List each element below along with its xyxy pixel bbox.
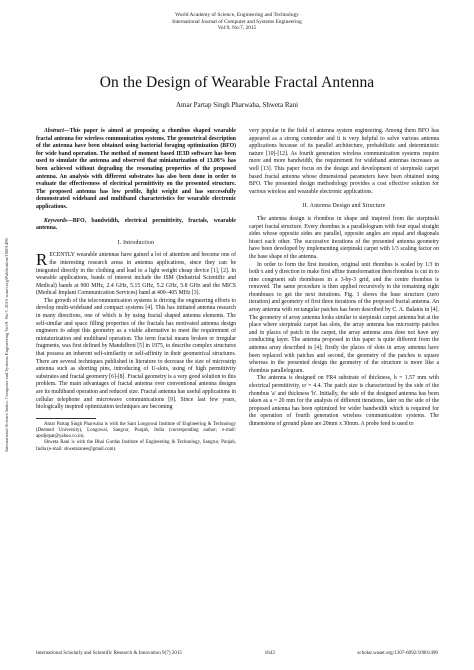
keywords-label: Keywords	[44, 217, 67, 224]
section-1-heading: I. Introduction	[117, 239, 155, 246]
section-2-heading: II. Antenna Design and Structure	[302, 203, 386, 210]
side-citation	[2, 135, 12, 555]
intro-paragraph-1: RECENTLY wearable antennas have gained a lot of attention and become one of the interesting research areas in antenna applications, since they can be integrated directly in the clothing and lead to a light weight cheap device [1], [2]. In wearable applications, bands of interest include the ISM (Industrial Scientific and Medical) bands at 900 MHz, 2.4 GHz, 5.15 GHz, 5.2 GHz, 5.8 GHz and the MICS (Medical Implant Communication Services) band at 400–405 MHz [3].	[36, 250, 236, 297]
footer-url: scholar.waset.org/1307-6892/10001496	[357, 650, 438, 656]
paper-title: On the Design of Wearable Fractal Antenna	[99, 74, 375, 91]
paper-authors: Amar Partap Singh Pharwaha, Shweta Rani	[175, 101, 299, 109]
journal-line-2: International Journal of Computer and Systems Engineering	[172, 18, 302, 25]
footnote-author-2: Shweta Rani is with the Bhai Gurdas Institute of Engineering & Technology, Sangrur, Punjab, India (e-mail: shwetaranee@gmail.com).	[36, 440, 236, 452]
design-paragraph-1: The antenna design is rhombus in shape and inspired from the sierpinski carpet fractal structure. Every rhombus is a parallelogram with four equal straight sides whose opposite sides are parallel, opposite angles are equal and diagonals bisect each other. The successive iterations of the presented antenna geometry have been developed by implementing sierpinski carpet with 1/3 scaling factor on the base shape of the antenna.	[249, 215, 439, 260]
side-citation-text: International Science Index, Computer and Systems Engineering Vol:9, No:7, 2015 waset.org/Publication/10001496	[4, 238, 10, 452]
journal-line-1: World Academy of Science, Engineering and Technology	[175, 12, 299, 18]
keywords	[36, 218, 236, 233]
intro-paragraph-2: The growth of the telecommunication systems is driving the engineering efforts to develop multi-wideband and compact systems [4]. This has initiated antenna research in many directions, one of which is by using fractal shaped antenna elements. The self-similar and space filling properties of the fractals has motivated antenna design engineers to adopt this geometry as a viable alternative to meet the requirement of miniaturization and multiband operation. The term fractal means broken or irregular fragments, was first defined by Mandelbrot [5] in 1975, to describe complex structures that possess an inherent self-similarity or self-affinity in their geometrical structures. There are several techniques published in literature to decrease the size of microstrip antenna such as shorting pins, introducing of U-slots, using of high permittivity substrates and fractal geometry [6]-[8]. Fractal geometry is a very good solution to this problem. The main advantages of fractal antenna over conventional antenna designs are its multiband operation and reduced size. Fractal antenna has useful applications in cellular telephone and microwave communications [9]. Since last few years, biologically inspired optimization techniques are becoming	[36, 297, 236, 411]
footer-publisher: International Scholarly and Scientific Research & Innovation 9(7) 2015	[36, 650, 182, 656]
journal-header	[0, 12, 474, 32]
page-footer	[36, 650, 438, 656]
footnote-divider	[36, 418, 96, 419]
abstract-label: Abstract	[44, 128, 64, 134]
footnote-author-1: Amar Partap Singh Pharwaha is with the Sant Longowal Institute of Engineering & Technology (Deemed University), Longowal, Sangrur, Punjab, India (corresponding author; e-mail: apsdjepat@yahoo.co.in).	[36, 421, 236, 440]
intro-continued-paragraph: very popular in the field of antenna system engineering. Among them BFO has appeared as a strong contender and it is very helpful to solve various antenna applications because of its parallel architecture, probabilistic and deterministic nature [10]-[12]. As fourth generation wireless communication systems require more and more bandwidth, the requirement for wideband antennas increases as well [13]. This paper focus on the design and development of sierpinski carpet based fractal antenna whose dimensional parameters have been obtained using BFO. The presented design methodology provides a cost effective solution for various wireless and wearable electronic applications.	[249, 128, 439, 195]
right-column	[249, 128, 439, 429]
design-paragraph-3: The antenna is designed on FR4 substrate of thickness, h = 1.57 mm with electrical permittivity, εr = 4.4. The patch size is characterized by the side of the rhombus 'a' and thickness 'h'. Initially, the side of the designed antenna has been taken as a = 20 mm for the analysis of different iterations, later on the side of the proposed antenna has been optimized for wider bandwidth which is required for the operation of fourth generation wireless communication systems. The dimensions of ground plane are 20mm x 30mm. A probe feed is used to	[249, 375, 439, 427]
left-column	[36, 128, 236, 453]
journal-line-3: Vol:9, No:7, 2015	[217, 25, 257, 32]
abstract-text: —This paper is aimed at proposing a rhombus shaped wearable fractal antenna for wireless communication systems. The geometrical description of the antenna have been obtained using bacterial foraging optimization (BFO) for wide band operation. The method of moment based IE3D software has been used to simulate the antenna and observed that miniaturization of 13.08% has been achieved without degrading the resonating properties of the proposed antenna. An analysis with different substrates has also been done in order to evaluate the effectiveness of electrical permittivity on the presented structure. The proposed antenna has low profile, light weight and has successfully demonstrated wideband and multiband characteristics for wearable electronic applications.	[36, 128, 236, 210]
design-paragraph-2: In order to form the first iteration, original unit rhombus is scaled by 1/3 in both x and y direction to make first affine transformation then rhombus is cut in to nine congruent sub rhombuses in a 3-by-3 grid, and the centre rhombus is removed. The same procedure is then applied recursively to the remaining eight rhombuses to get the next iterations. Fig. 1 shows the base structure (zero iteration) and geometry of first three iterations of the proposed fractal antenna. An array antenna with rectangular patches has been described by C. A. Balanis in [4]. The geometry of array antenna looks similar to sierpinski carpet antenna but at the place where sierpinski carpet has slots, the array antenna has microstrip patches and in places of patch in the carpet, the array antenna area does not have any conducting layer. The antenna proposed in this paper is quite different from the antenna array described in [4]; firstly the places of slots in array antenna have been replaced with patches and second, the geometry of the patches is square whereas in the presented design the geometry of the structure is more like a rhombus parallelogram.	[249, 261, 439, 374]
keywords-text: —BFO, bandwidth, electrical permittivity, fractals, wearable antenna.	[36, 217, 236, 232]
abstract	[36, 128, 236, 212]
footer-page-number: 1643	[264, 650, 275, 656]
